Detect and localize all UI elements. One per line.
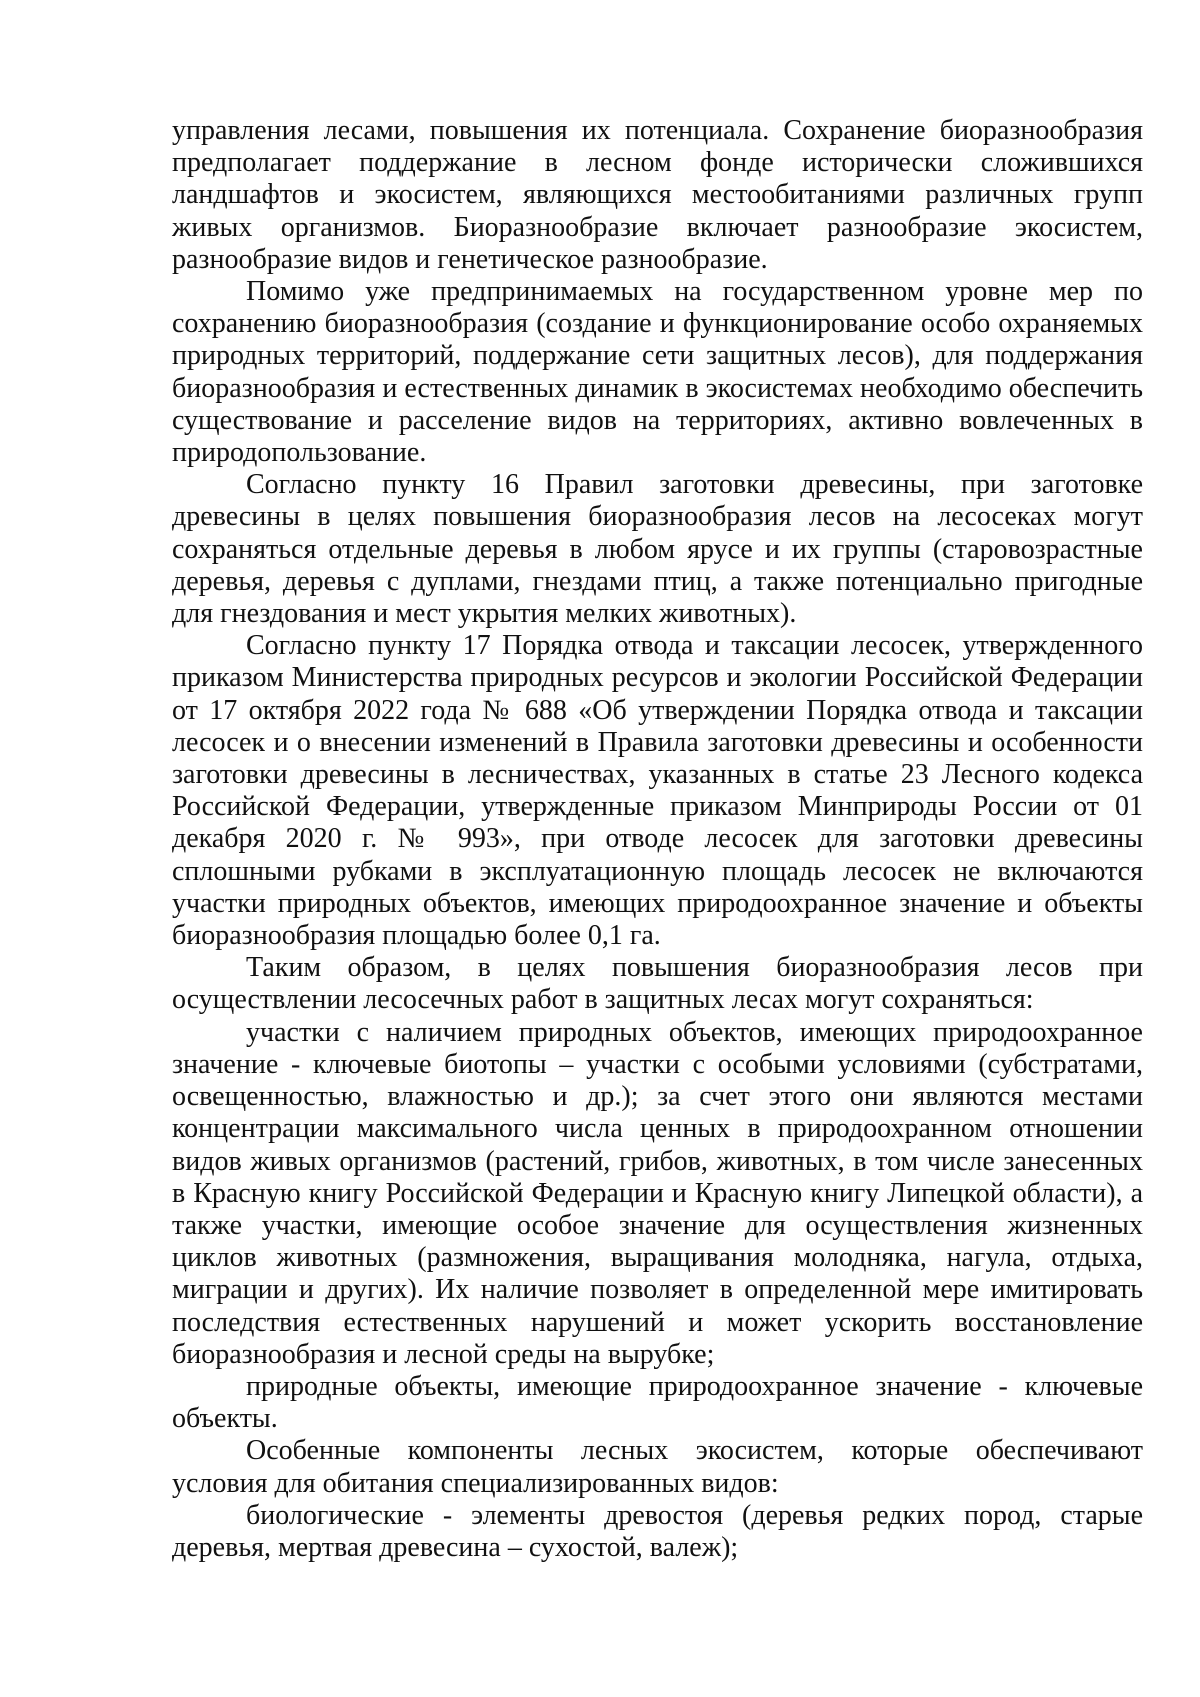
paragraph-biological-elements: биологические - элементы древостоя (деревья редких пород, старые деревья, мертвая древесина – сухостой, валеж); bbox=[172, 1499, 1143, 1563]
paragraph-special-components: Особенные компоненты лесных экосистем, которые обеспечивают условия для обитания специализированных видов: bbox=[172, 1435, 1143, 1499]
document-page bbox=[172, 115, 1143, 1564]
paragraph-key-objects: природные объекты, имеющие природоохранное значение - ключевые объекты. bbox=[172, 1370, 1143, 1435]
paragraph-key-biotopes: участки с наличием природных объектов, имеющих природоохранное значение - ключевые биотопы – участки с особыми условиями (субстратами, освещенностью, влажностью и др.); за счет этого они являются местами концентрации максимального числа ценных в природоохранном отношении видов живых организмов (растений, грибов, животных, в том числе занесенных в Красную книгу Российской Федерации и Красную книгу Липецкой области), а также участки, имеющие особое значение для осуществления жизненных циклов животных (размножения, выращивания молодняка, нагула, отдыха, миграции и других). Их наличие позволяет в определенной мере имитировать последствия естественных нарушений и может ускорить восстановление биоразнообразия и лесной среды на вырубке; bbox=[172, 1016, 1143, 1370]
paragraph-order-point-17: Согласно пункту 17 Порядка отвода и таксации лесосек, утвержденного приказом Министерства природных ресурсов и экологии Российской Федерации от 17 октября 2022 года № 688 «Об утверждении Порядка отвода и таксации лесосек и о внесении изменений в Правила заготовки древесины и особенности заготовки древесины в лесничествах, указанных в статье 23 Лесного кодекса Российской Федерации, утвержденные приказом Минприроды России от 01 декабря 2020 г. № 993», при отводе лесосек для заготовки древесины сплошными рубками в эксплуатационную площадь лесосек не включаются участки природных объектов, имеющих природоохранное значение и объекты биоразнообразия площадью более 0,1 га. bbox=[172, 630, 1143, 952]
paragraph-rules-point-16: Согласно пункту 16 Правил заготовки древесины, при заготовке древесины в целях повышения биоразнообразия лесов на лесосеках могут сохраняться отдельные деревья в любом ярусе и их группы (старовозрастные деревья, деревья с дуплами, гнездами птиц, а также потенциально пригодные для гнездования и мест укрытия мелких животных). bbox=[172, 469, 1143, 630]
paragraph-conclusion: Таким образом, в целях повышения биоразнообразия лесов при осуществлении лесосечных работ в защитных лесах могут сохраняться: bbox=[172, 952, 1143, 1016]
paragraph-biodiversity-intro: управления лесами, повышения их потенциала. Сохранение биоразнообразия предполагает поддержание в лесном фонде исторически сложившихся ландшафтов и экосистем, являющихся местообитаниями различных групп живых организмов. Биоразнообразие включает разнообразие экосистем, разнообразие видов и генетическое разнообразие. bbox=[172, 115, 1143, 275]
paragraph-conservation-measures: Помимо уже предпринимаемых на государственном уровне мер по сохранению биоразнообразия (создание и функционирование особо охраняемых природных территорий, поддержание сети защитных лесов), для поддержания биоразнообразия и естественных динамик в экосистемах необходимо обеспечить существование и расселение видов на территориях, активно вовлеченных в природопользование. bbox=[172, 276, 1143, 469]
